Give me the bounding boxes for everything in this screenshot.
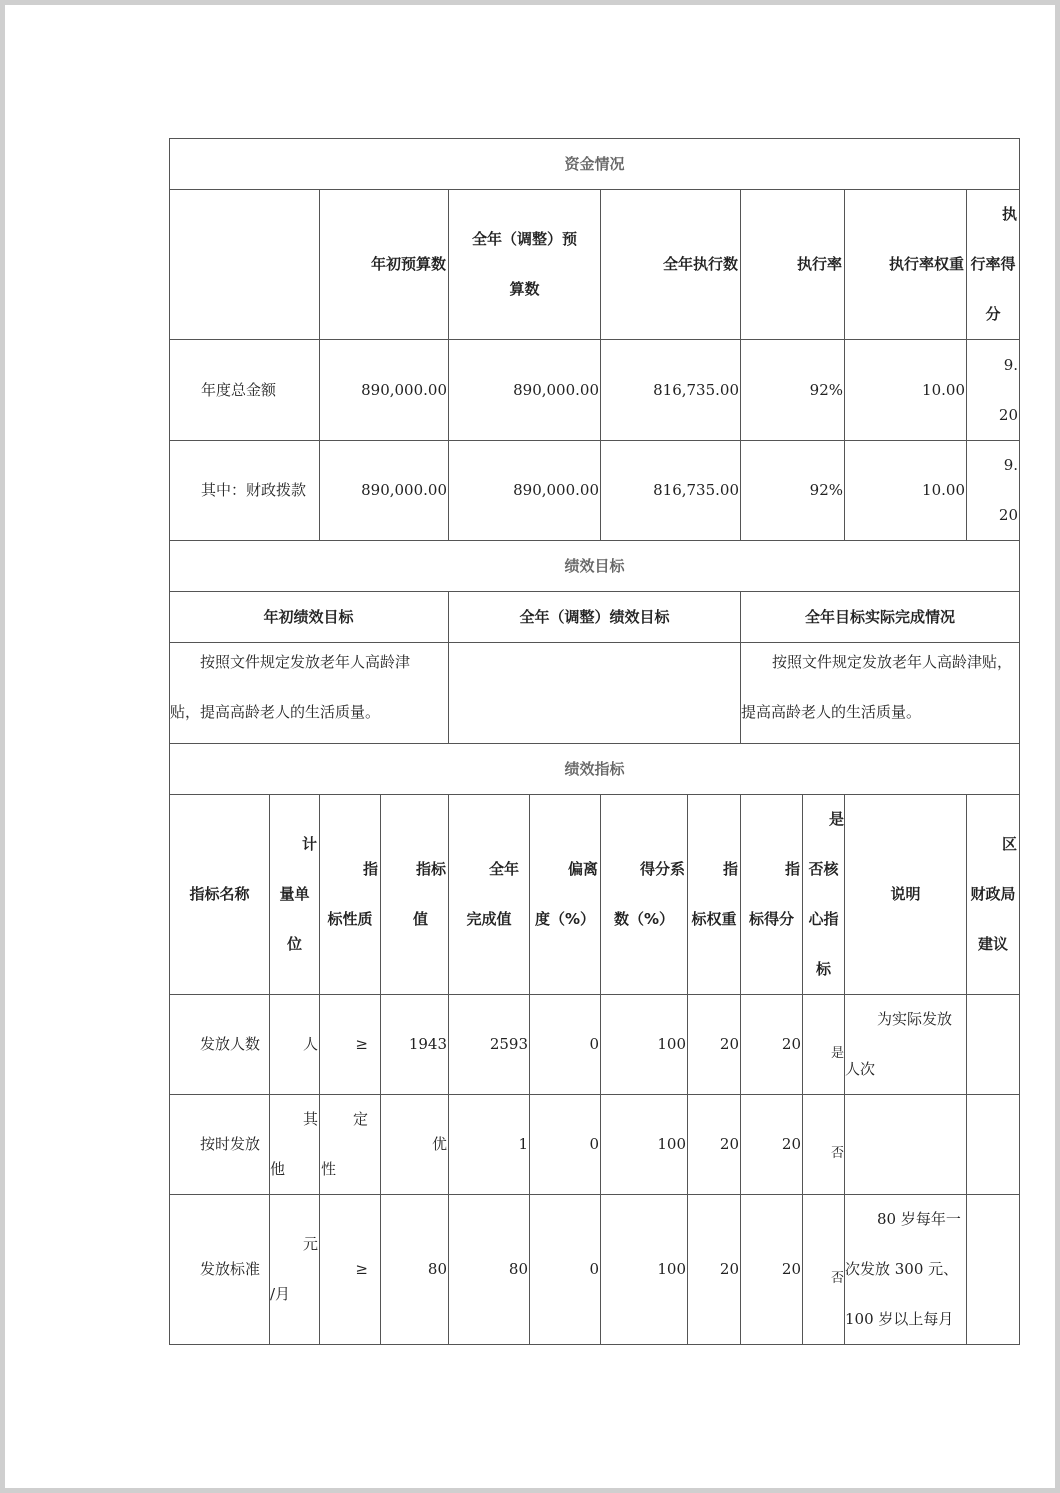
funds-row-executed: 816,735.00 bbox=[653, 381, 739, 399]
ind-row-dev: 0 bbox=[589, 1260, 599, 1278]
ind-header-advice-2: 财政局 bbox=[970, 885, 1016, 903]
ind-row-name: 发放标准 bbox=[200, 1260, 261, 1278]
section-title-indicators: 绩效指标 bbox=[564, 760, 625, 778]
ind-header-weight-2: 标权重 bbox=[691, 910, 737, 928]
header-adjusted-goal: 全年（调整）绩效目标 bbox=[519, 608, 670, 626]
funds-row-score-line1: 9. bbox=[1003, 456, 1018, 474]
header-score-line2: 行率得 bbox=[970, 255, 1016, 273]
section-title-funds: 资金情况 bbox=[564, 155, 625, 173]
funds-row-label: 其中：财政拨款 bbox=[201, 481, 307, 499]
funds-row-initial: 890,000.00 bbox=[361, 381, 447, 399]
funds-row-label: 年度总金额 bbox=[201, 381, 277, 399]
funds-row-rate: 92% bbox=[809, 381, 843, 399]
ind-row-note-line2: 次发放 300 元、 bbox=[845, 1260, 959, 1278]
ind-row-coef: 100 bbox=[657, 1035, 686, 1053]
funds-row-weight: 10.00 bbox=[922, 481, 965, 499]
funds-row-weight: 10.00 bbox=[922, 381, 965, 399]
ind-row-done: 1 bbox=[518, 1135, 528, 1153]
ind-header-done-1: 全年 bbox=[488, 860, 519, 878]
ind-row-note-line1: 为实际发放 bbox=[877, 1010, 953, 1028]
ind-header-core-3: 心指 bbox=[808, 910, 839, 928]
ind-header-coef-2: 数（%） bbox=[613, 910, 675, 928]
ind-header-note: 说明 bbox=[890, 885, 921, 903]
rule bbox=[169, 1344, 1020, 1345]
ind-row-nature: ≥ bbox=[355, 1260, 368, 1278]
ind-row-weight: 20 bbox=[719, 1260, 739, 1278]
ind-row-unit-line1: 其 bbox=[302, 1110, 318, 1128]
ind-row-score: 20 bbox=[781, 1035, 801, 1053]
ind-row-coef: 100 bbox=[657, 1135, 686, 1153]
actual-goal-line2: 提高高龄老人的生活质量。 bbox=[741, 703, 922, 721]
ind-header-name: 指标名称 bbox=[189, 885, 250, 903]
ind-row-note-line3: 100 岁以上每月 bbox=[845, 1310, 954, 1328]
header-adjusted-budget-line2: 算数 bbox=[509, 280, 540, 298]
ind-header-dev-2: 度（%） bbox=[534, 910, 596, 928]
funds-row-adjusted: 890,000.00 bbox=[513, 381, 599, 399]
header-actual-goal: 全年目标实际完成情况 bbox=[804, 608, 955, 626]
ind-header-value-2: 值 bbox=[413, 910, 429, 928]
ind-row-unit: 人 bbox=[302, 1035, 318, 1053]
ind-row-done: 2593 bbox=[489, 1035, 528, 1053]
ind-row-score: 20 bbox=[781, 1260, 801, 1278]
ind-header-advice-1: 区 bbox=[1001, 835, 1017, 853]
funds-row-initial: 890,000.00 bbox=[361, 481, 447, 499]
ind-row-dev: 0 bbox=[589, 1035, 599, 1053]
ind-header-value-1: 指标 bbox=[415, 860, 446, 878]
initial-goal-line2: 贴，提高高龄老人的生活质量。 bbox=[170, 703, 381, 721]
rule bbox=[169, 339, 1020, 340]
funds-row-rate: 92% bbox=[809, 481, 843, 499]
ind-row-note-line2: 人次 bbox=[845, 1060, 876, 1078]
ind-row-nature: ≥ bbox=[355, 1035, 368, 1053]
ind-header-advice-3: 建议 bbox=[977, 935, 1008, 953]
ind-header-done-2: 完成值 bbox=[466, 910, 512, 928]
ind-header-core-1: 是 bbox=[828, 810, 844, 828]
ind-row-note-line1: 80 岁每年一 bbox=[877, 1210, 961, 1228]
ind-row-nature-line2: 性 bbox=[321, 1160, 337, 1178]
ind-row-core: 否 bbox=[830, 1271, 844, 1286]
ind-row-done: 80 bbox=[508, 1260, 528, 1278]
ind-row-name: 发放人数 bbox=[200, 1035, 261, 1053]
rule bbox=[1019, 138, 1020, 1345]
funds-row-adjusted: 890,000.00 bbox=[513, 481, 599, 499]
header-adjusted-budget-line1: 全年（调整）预 bbox=[471, 230, 577, 248]
ind-row-dev: 0 bbox=[589, 1135, 599, 1153]
section-title-goals: 绩效目标 bbox=[564, 557, 625, 575]
ind-row-value: 1943 bbox=[408, 1035, 447, 1053]
ind-row-value: 优 bbox=[431, 1135, 447, 1153]
ind-header-nature-2: 标性质 bbox=[327, 910, 373, 928]
ind-row-weight: 20 bbox=[719, 1035, 739, 1053]
rule bbox=[169, 440, 1020, 441]
funds-row-score-line1: 9. bbox=[1003, 356, 1018, 374]
ind-row-core: 否 bbox=[830, 1146, 844, 1161]
ind-row-core: 是 bbox=[830, 1046, 844, 1061]
funds-row-score-line2: 20 bbox=[998, 506, 1018, 524]
funds-row-score-line2: 20 bbox=[998, 406, 1018, 424]
ind-header-dev-1: 偏离 bbox=[567, 860, 598, 878]
actual-goal-line1: 按照文件规定发放老年人高龄津贴， bbox=[772, 653, 1013, 671]
header-executed: 全年执行数 bbox=[662, 255, 738, 273]
ind-header-coef-1: 得分系 bbox=[639, 860, 685, 878]
ind-row-nature-line1: 定 bbox=[352, 1110, 368, 1128]
header-score-line3: 分 bbox=[985, 305, 1001, 323]
ind-header-unit-1: 计 bbox=[301, 835, 317, 853]
ind-row-unit-line2: /月 bbox=[270, 1285, 291, 1303]
rule bbox=[169, 794, 1020, 795]
ind-header-core-2: 否核 bbox=[808, 860, 839, 878]
ind-header-unit-2: 量单 bbox=[279, 885, 310, 903]
ind-header-core-4: 标 bbox=[815, 960, 831, 978]
ind-row-weight: 20 bbox=[719, 1135, 739, 1153]
header-initial-budget: 年初预算数 bbox=[370, 255, 446, 273]
funds-row-executed: 816,735.00 bbox=[653, 481, 739, 499]
performance-table bbox=[169, 138, 1020, 1345]
ind-header-score-2: 标得分 bbox=[748, 910, 794, 928]
ind-row-name: 按时发放 bbox=[200, 1135, 261, 1153]
header-initial-goal: 年初绩效目标 bbox=[263, 608, 354, 626]
header-exec-weight: 执行率权重 bbox=[888, 255, 964, 273]
rule bbox=[169, 189, 1020, 190]
header-exec-rate: 执行率 bbox=[796, 255, 842, 273]
ind-row-unit-line2: 他 bbox=[270, 1160, 286, 1178]
header-score-line1: 执 bbox=[1001, 205, 1017, 223]
ind-row-unit-line1: 元 bbox=[302, 1235, 318, 1253]
ind-row-value: 80 bbox=[427, 1260, 447, 1278]
ind-header-weight-1: 指 bbox=[722, 860, 738, 878]
ind-header-unit-3: 位 bbox=[286, 935, 302, 953]
ind-row-score: 20 bbox=[781, 1135, 801, 1153]
ind-header-nature-1: 指 bbox=[362, 860, 378, 878]
ind-header-score-1: 指 bbox=[784, 860, 800, 878]
document-page bbox=[5, 5, 1055, 1488]
rule bbox=[169, 138, 170, 1345]
ind-row-coef: 100 bbox=[657, 1260, 686, 1278]
initial-goal-line1: 按照文件规定发放老年人高龄津 bbox=[200, 653, 411, 671]
